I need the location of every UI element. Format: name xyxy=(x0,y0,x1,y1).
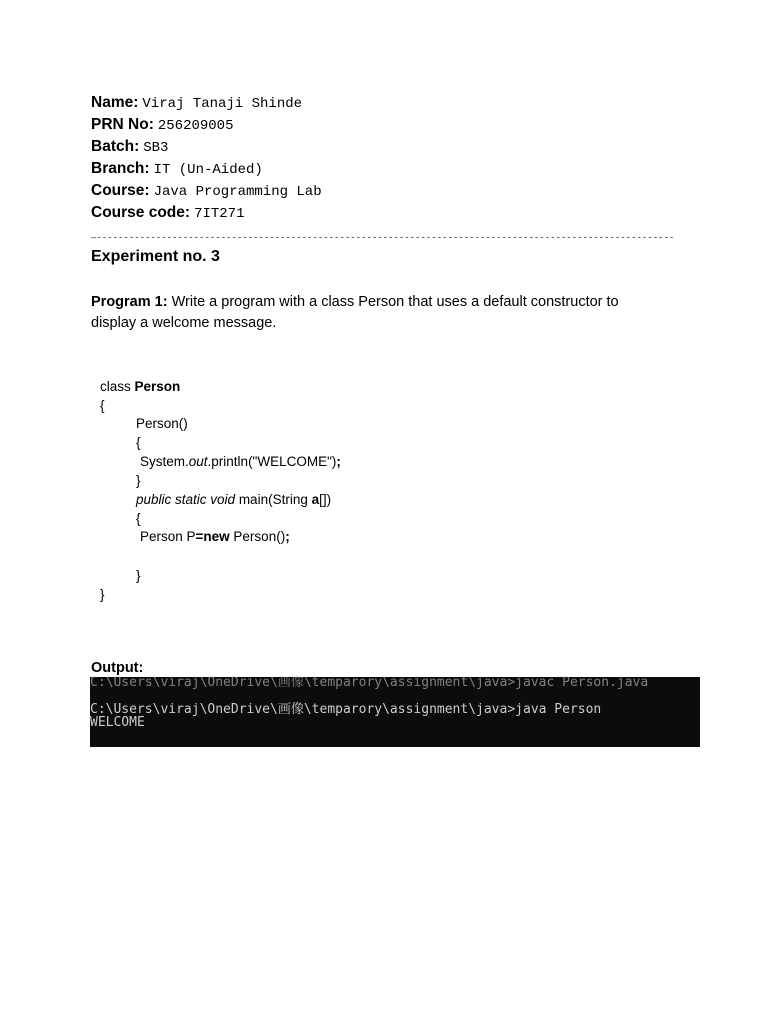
branch-row xyxy=(91,158,263,181)
code-token: main(String xyxy=(235,492,312,507)
code-token: Person P xyxy=(140,529,196,544)
terminal-result-line: WELCOME xyxy=(90,715,145,730)
code-line xyxy=(136,491,331,509)
code-token: class xyxy=(100,379,135,394)
prn-row xyxy=(91,114,233,137)
code-line: { xyxy=(136,511,141,526)
branch-label: Branch: xyxy=(91,160,150,177)
code-line: } xyxy=(100,587,105,602)
batch-label: Batch: xyxy=(91,138,140,155)
course-code-value: 7IT271 xyxy=(194,206,245,222)
batch-row xyxy=(91,136,168,159)
course-value: Java Programming Lab xyxy=(153,184,322,200)
terminal-prompt-line: C:\Users\viraj\OneDrive\画像\temparory\assignment\java>java Person xyxy=(90,702,602,717)
prn-value: 256209005 xyxy=(157,118,234,134)
code-token: =new xyxy=(195,529,230,544)
code-line: { xyxy=(136,435,141,450)
output-label: Output: xyxy=(91,660,144,676)
name-label: Name: xyxy=(91,94,139,111)
name-value: Viraj Tanaji Shinde xyxy=(142,96,303,112)
terminal-screenshot xyxy=(90,677,700,747)
batch-value: SB3 xyxy=(143,140,169,156)
code-token: public static void xyxy=(136,492,236,507)
code-line xyxy=(100,378,180,396)
code-token: .println("WELCOME") xyxy=(207,454,337,469)
code-line: { xyxy=(100,398,105,413)
branch-value: IT (Un-Aided) xyxy=(153,162,263,178)
experiment-title: Experiment no. 3 xyxy=(91,248,220,265)
divider-line: —----------------------------------------------------------------------------------------------------------- xyxy=(91,233,675,243)
code-token: ; xyxy=(285,529,290,544)
program-label: Program 1: xyxy=(91,294,168,310)
program-statement xyxy=(91,292,661,334)
prn-label: PRN No: xyxy=(91,116,154,133)
code-token: Person() xyxy=(229,529,286,544)
code-token: out xyxy=(188,454,208,469)
code-token: System. xyxy=(140,454,189,469)
code-token: ; xyxy=(336,454,341,469)
code-line: Person() xyxy=(136,416,188,431)
terminal-cropped-line: C:\Users\viraj\OneDrive\画像\temparory\assignment\java>javac Person.java xyxy=(90,675,649,690)
code-line xyxy=(140,453,341,471)
code-token: a xyxy=(311,492,320,507)
course-code-label: Course code: xyxy=(91,204,191,221)
course-row xyxy=(91,180,322,203)
code-token: Person xyxy=(134,379,181,394)
name-row xyxy=(91,92,302,115)
course-code-row xyxy=(91,202,244,225)
program-description: Write a program with a class Person that uses a default constructor to display a welcome message. xyxy=(91,294,619,331)
code-line: } xyxy=(136,473,141,488)
code-token: []) xyxy=(319,492,332,507)
course-label: Course: xyxy=(91,182,150,199)
code-line: } xyxy=(136,568,141,583)
code-line xyxy=(140,528,290,546)
